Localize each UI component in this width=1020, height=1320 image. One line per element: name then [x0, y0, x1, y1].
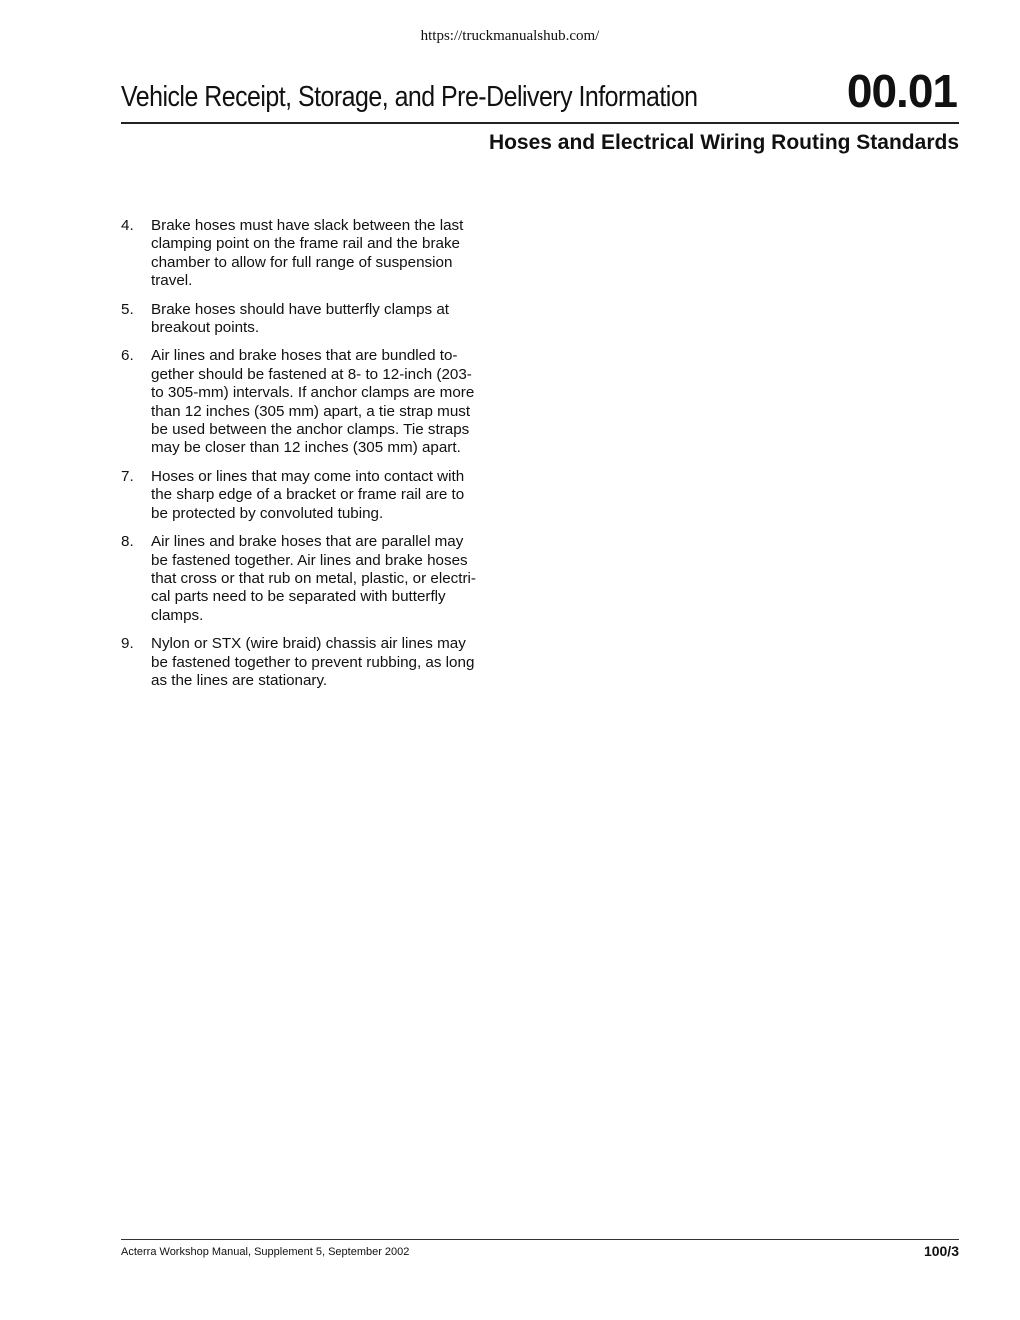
chapter-title: Vehicle Receipt, Storage, and Pre-Delivery Information: [121, 81, 698, 113]
page-header: [121, 66, 959, 124]
subsection-title: Hoses and Electrical Wiring Routing Standards: [488, 131, 959, 154]
list-item: [121, 347, 521, 457]
item-number: 5.: [121, 300, 134, 318]
item-text: Air lines and brake hoses that are parallel may be fastened together. Air lines and brake hoses that cross or that rub on metal, plastic, or electri- cal parts need to be separated with butterfly clamps.: [151, 533, 476, 624]
item-number: 7.: [121, 467, 134, 485]
item-number: 4.: [121, 217, 134, 234]
list-item: [121, 635, 521, 690]
source-url[interactable]: https://truckmanualshub.com/: [420, 28, 600, 44]
numbered-list: [121, 217, 521, 700]
page-number: 100/3: [923, 1243, 959, 1259]
item-text: Brake hoses must have slack between the last clamping point on the frame rail and the brake chamber to allow for full range of suspension travel.: [151, 217, 464, 290]
item-text: Brake hoses should have butterfly clamps at breakout points.: [151, 300, 450, 337]
footer-text: Acterra Workshop Manual, Supplement 5, September 2002: [121, 1246, 410, 1258]
item-text: Hoses or lines that may come into contact with the sharp edge of a bracket or frame rail are to be protected by convoluted tubing.: [151, 467, 465, 522]
item-number: 6.: [121, 347, 134, 365]
item-number: 8.: [121, 533, 134, 551]
page-footer: [121, 1239, 959, 1259]
item-number: 9.: [121, 635, 134, 653]
list-item: [121, 468, 521, 523]
list-item: [121, 533, 521, 625]
list-item: [121, 217, 521, 291]
item-text: Nylon or STX (wire braid) chassis air lines may be fastened together to prevent rubbing, as long as the lines are stationary.: [151, 635, 475, 689]
item-text: Air lines and brake hoses that are bundled to- gether should be fastened at 8- to 12-inch (203- to 305-mm) intervals. If anchor clamps are more than 12 inches (305 mm) apart, a tie strap must be used between the anchor clamps. Tie straps may be closer than 12 inches (305 mm) apart.: [151, 347, 475, 457]
list-item: [121, 301, 521, 338]
section-number: 00.01: [846, 65, 957, 117]
